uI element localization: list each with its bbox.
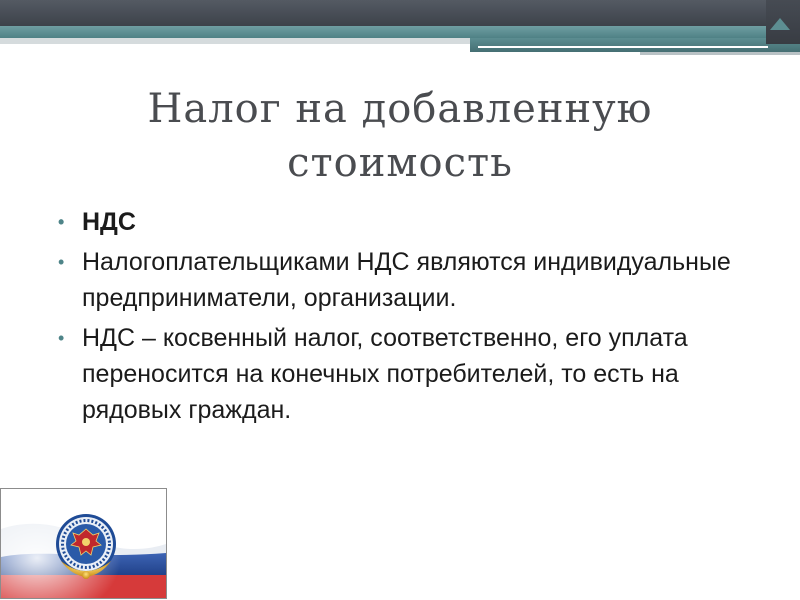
bullet-text: НДС – косвенный налог, соответственно, его уплата переносится на конечных потребителей, то есть на рядовых граждан. <box>82 324 688 424</box>
slide-title-line-1: Налог на добавленную <box>147 86 653 132</box>
bullet-text: Налогоплательщиками НДС являются индивидуальные предприниматели, организации. <box>82 248 731 312</box>
tax-service-emblem-icon <box>1 489 166 598</box>
slide-title-line-2: стоимость <box>287 140 513 186</box>
header-grey-line <box>640 52 800 55</box>
bullet-text: НДС <box>82 208 136 236</box>
header-dark-bar <box>0 0 800 26</box>
bullet-item-indirect-tax <box>58 320 768 428</box>
header-notch-triangle <box>770 18 790 30</box>
header-white-line <box>478 46 768 48</box>
header-teal-bar <box>0 26 800 38</box>
bullet-item-vat <box>58 204 768 240</box>
tax-service-logo-image <box>0 488 167 599</box>
header-right-teal-bar <box>470 38 800 52</box>
slide-title <box>60 82 740 190</box>
bullet-list <box>58 204 768 432</box>
bullet-icon: • <box>58 328 65 348</box>
bullet-icon: • <box>58 252 65 272</box>
header-light-strip <box>0 38 472 44</box>
bullet-item-taxpayers <box>58 244 768 316</box>
bullet-icon: • <box>58 212 65 232</box>
